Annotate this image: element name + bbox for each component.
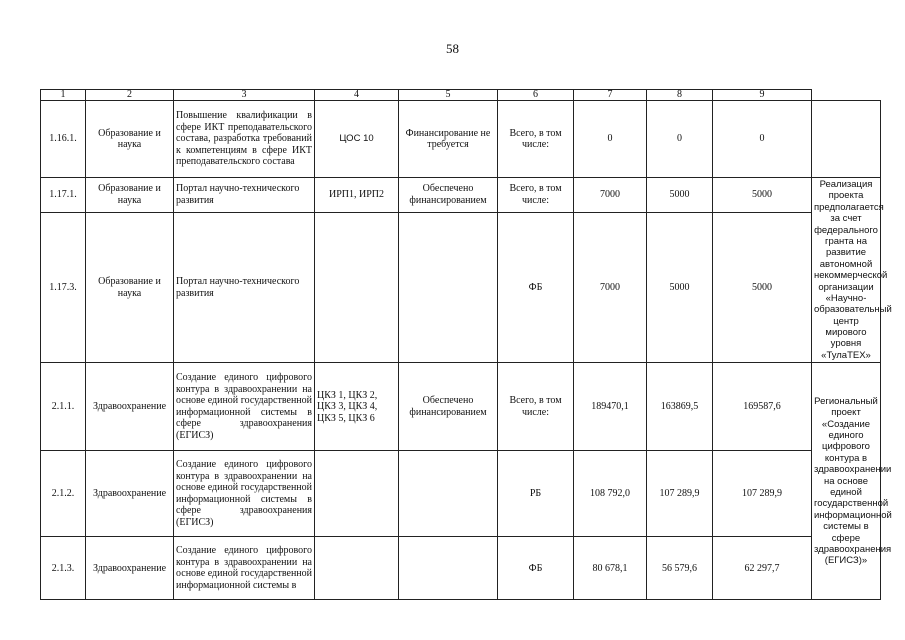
column-number: 1 (41, 90, 86, 101)
sector-cell: Образование и наука (86, 212, 174, 362)
value-col6: 7000 (574, 212, 647, 362)
code-cell (315, 451, 399, 537)
row-number: 2.1.3. (41, 537, 86, 600)
note-cell (812, 101, 881, 178)
description-cell: Создание единого цифрового контура в здравоохранении на основе единой государственной информационной системы в (174, 537, 315, 600)
column-number: 7 (574, 90, 647, 101)
page-number: 58 (446, 41, 459, 56)
source-cell: Всего, в том числе: (498, 363, 574, 451)
description-cell: Создание единого цифрового контура в здравоохранении на основе единой государственной информационной системы в сфере здравоохранения (ЕГИСЗ) (174, 363, 315, 451)
value-col7: 56 579,6 (647, 537, 713, 600)
financing-cell (399, 212, 498, 362)
description-cell: Повышение квалификации в сфере ИКТ преподавательского состава, разработка требований к компетенциям в сфере ИКТ преподавательского состава (174, 101, 315, 178)
row-number: 1.17.3. (41, 212, 86, 362)
description-cell: Создание единого цифрового контура в здравоохранении на основе единой государственной информационной системы в сфере здравоохранения (ЕГИСЗ) (174, 451, 315, 537)
sector-cell: Образование и наука (86, 101, 174, 178)
table-row (41, 537, 881, 600)
value-col8: 107 289,9 (713, 451, 812, 537)
table-row (41, 451, 881, 537)
column-number: 3 (174, 90, 315, 101)
financing-cell: Обеспечено финансированием (399, 178, 498, 213)
financing-cell: Обеспечено финансированием (399, 363, 498, 451)
source-cell: Всего, в том числе: (498, 178, 574, 213)
table-row (41, 212, 881, 362)
source-cell: РБ (498, 451, 574, 537)
value-col7: 163869,5 (647, 363, 713, 451)
code-cell: ЦОС 10 (315, 101, 399, 178)
row-number: 1.16.1. (41, 101, 86, 178)
value-col8: 5000 (713, 212, 812, 362)
column-number: 6 (498, 90, 574, 101)
source-cell: ФБ (498, 212, 574, 362)
column-number: 4 (315, 90, 399, 101)
value-col6: 108 792,0 (574, 451, 647, 537)
financing-cell: Финансирование не требуется (399, 101, 498, 178)
code-cell: ЦКЗ 1, ЦКЗ 2, ЦКЗ 3, ЦКЗ 4, ЦКЗ 5, ЦКЗ 6 (315, 363, 399, 451)
column-number: 8 (647, 90, 713, 101)
value-col8: 169587,6 (713, 363, 812, 451)
description-cell: Портал научно-технического развития (174, 178, 315, 213)
value-col8: 5000 (713, 178, 812, 213)
description-cell: Портал научно-технического развития (174, 212, 315, 362)
plan-table (40, 89, 892, 600)
table-row (41, 101, 881, 178)
sector-cell: Образование и наука (86, 178, 174, 213)
sector-cell: Здравоохранение (86, 537, 174, 600)
financing-cell (399, 451, 498, 537)
code-cell: ИРП1, ИРП2 (315, 178, 399, 213)
value-col6: 80 678,1 (574, 537, 647, 600)
value-col6: 189470,1 (574, 363, 647, 451)
sector-cell: Здравоохранение (86, 363, 174, 451)
value-col7: 5000 (647, 212, 713, 362)
value-col7: 0 (647, 101, 713, 178)
column-number-row (41, 90, 881, 101)
column-number: 2 (86, 90, 174, 101)
source-cell: Всего, в том числе: (498, 101, 574, 178)
table-row (41, 178, 881, 213)
value-col8: 62 297,7 (713, 537, 812, 600)
row-number: 2.1.2. (41, 451, 86, 537)
code-cell (315, 212, 399, 362)
code-cell (315, 537, 399, 600)
source-cell: ФБ (498, 537, 574, 600)
value-col6: 0 (574, 101, 647, 178)
sector-cell: Здравоохранение (86, 451, 174, 537)
column-number: 5 (399, 90, 498, 101)
row-number: 2.1.1. (41, 363, 86, 451)
column-number: 9 (713, 90, 812, 101)
note-egisz: Региональный проект «Создание единого цифрового контура в здравоохранении на основе единой государственной информационной системы в сфере здравоохранения (ЕГИСЗ)» (812, 363, 881, 600)
row-number: 1.17.1. (41, 178, 86, 213)
table-row (41, 363, 881, 451)
financing-cell (399, 537, 498, 600)
value-col7: 5000 (647, 178, 713, 213)
note-tulatech: Реализация проекта предполагается за счет федерального гранта на развитие автономной некоммерческой организации «Научно-образовательный центр мирового уровня «ТулаТЕХ» (812, 178, 881, 363)
value-col6: 7000 (574, 178, 647, 213)
value-col7: 107 289,9 (647, 451, 713, 537)
value-col8: 0 (713, 101, 812, 178)
